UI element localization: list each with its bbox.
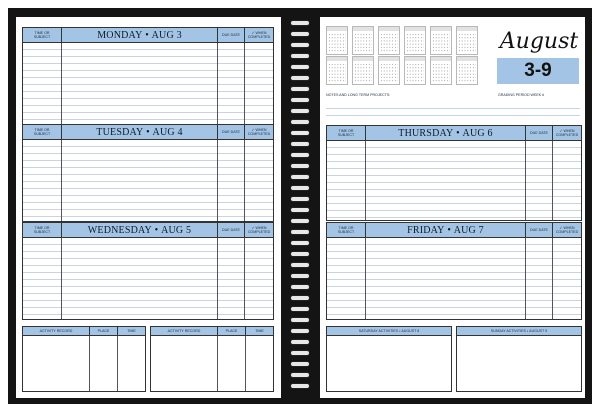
sunday-activities-header [457, 327, 581, 336]
mini-calendar-month [378, 56, 400, 85]
when-completed-header: ✓ WHEN COMPLETED [247, 226, 271, 234]
activity-record-box[interactable] [22, 326, 146, 392]
when-completed-header: ✓ WHEN COMPLETED [247, 31, 271, 39]
day-header [23, 28, 273, 43]
spiral-coil [290, 108, 310, 114]
saturday-activities-box[interactable] [326, 326, 452, 392]
spiral-coil [290, 119, 310, 125]
spiral-coil [290, 273, 310, 279]
time-label: TIME [255, 329, 264, 333]
day-header [327, 223, 581, 238]
column-divider [61, 238, 62, 319]
column-divider [217, 238, 218, 319]
column-divider [117, 336, 118, 391]
spiral-coil [290, 372, 310, 378]
spiral-coil [290, 163, 310, 169]
spiral-coil [290, 42, 310, 48]
spiral-coil [290, 229, 310, 235]
activity-record-box[interactable] [150, 326, 274, 392]
place-label: PLACE [218, 327, 246, 335]
day-title: TUESDAY • AUG 4 [62, 125, 218, 139]
mini-calendar-month [378, 26, 400, 55]
spiral-coil [290, 383, 310, 389]
mini-calendar-month [456, 56, 478, 85]
mini-calendar-month [456, 26, 478, 55]
column-divider [525, 141, 526, 220]
column-divider [244, 140, 245, 221]
column-divider [365, 238, 366, 319]
activity-record-header [23, 327, 145, 336]
column-divider [525, 238, 526, 319]
day-block-monday[interactable] [22, 27, 274, 125]
mini-calendar-month [352, 56, 374, 85]
spiral-coil [290, 262, 310, 268]
day-header [23, 125, 273, 140]
mini-calendar-month [430, 56, 452, 85]
spiral-coil [290, 174, 310, 180]
when-completed-header: ✓ WHEN COMPLETED [247, 128, 271, 136]
spiral-coil [290, 64, 310, 70]
place-label: PLACE [90, 327, 118, 335]
when-completed-header: ✓ WHEN COMPLETED [555, 129, 579, 137]
due-date-header: DUE DATE [526, 126, 553, 140]
day-title: MONDAY • AUG 3 [62, 28, 218, 42]
day-title: THURSDAY • AUG 6 [366, 126, 526, 140]
column-divider [217, 43, 218, 124]
mini-calendar-month [404, 26, 426, 55]
column-divider [217, 336, 218, 391]
spiral-coil [290, 97, 310, 103]
spiral-coil [290, 328, 310, 334]
time-subject-header: TIME OR SUBJECT [327, 126, 366, 140]
activity-record-label: ACTIVITY RECORD [23, 327, 90, 335]
day-block-wednesday[interactable] [22, 222, 274, 320]
due-date-header: DUE DATE [526, 223, 553, 237]
mini-calendar-month [430, 26, 452, 55]
spiral-coil [290, 141, 310, 147]
day-title: FRIDAY • AUG 7 [366, 223, 526, 237]
sunday-activities-label: SUNDAY ACTIVITIES • AUGUST 9 [490, 329, 548, 333]
spiral-coil [290, 86, 310, 92]
spiral-coil [290, 75, 310, 81]
column-divider [552, 141, 553, 220]
spiral-coil [290, 218, 310, 224]
week-range: 3-9 [497, 58, 579, 84]
due-date-header: DUE DATE [218, 28, 245, 42]
column-divider [244, 43, 245, 124]
column-divider [61, 43, 62, 124]
column-divider [89, 336, 90, 391]
spiral-coil [290, 284, 310, 290]
time-subject-header: TIME OR SUBJECT [23, 223, 62, 237]
saturday-activities-label: SATURDAY ACTIVITIES • AUGUST 8 [358, 329, 420, 333]
when-completed-header: ✓ WHEN COMPLETED [555, 226, 579, 234]
column-divider [552, 238, 553, 319]
sunday-activities-box[interactable] [456, 326, 582, 392]
notes-label: NOTES AND LONG TERM PROJECTS: [326, 93, 391, 97]
mini-calendar-grid [326, 26, 494, 84]
spiral-coil [290, 251, 310, 257]
spiral-coil [290, 361, 310, 367]
day-block-tuesday[interactable] [22, 124, 274, 222]
spiral-coil [290, 185, 310, 191]
saturday-activities-header [327, 327, 451, 336]
column-divider [61, 140, 62, 221]
time-subject-header: TIME OR SUBJECT [23, 125, 62, 139]
spiral-coil [290, 196, 310, 202]
mini-calendar-month [326, 56, 348, 85]
time-subject-header: TIME OR SUBJECT [23, 28, 62, 42]
due-date-header: DUE DATE [218, 223, 245, 237]
day-header [327, 126, 581, 141]
day-title: WEDNESDAY • AUG 5 [62, 223, 218, 237]
month-title: August [499, 29, 579, 54]
day-header [23, 223, 273, 238]
spiral-coil [290, 53, 310, 59]
time-label: TIME [127, 329, 136, 333]
column-divider [217, 140, 218, 221]
spiral-coil [290, 317, 310, 323]
spiral-coil [290, 240, 310, 246]
activity-record-label: ACTIVITY RECORD [151, 327, 218, 335]
column-divider [244, 238, 245, 319]
due-date-header: DUE DATE [218, 125, 245, 139]
spiral-coil [290, 130, 310, 136]
notes-writing-lines[interactable] [326, 102, 580, 116]
spiral-coil [290, 207, 310, 213]
activity-record-header [151, 327, 273, 336]
time-subject-header: TIME OR SUBJECT [327, 223, 366, 237]
mini-calendar-month [352, 26, 374, 55]
day-block-thursday[interactable] [326, 125, 582, 221]
spiral-coil [290, 350, 310, 356]
spiral-coil [290, 295, 310, 301]
column-divider [365, 141, 366, 220]
spiral-coil [290, 20, 310, 26]
spiral-coil [290, 339, 310, 345]
spiral-coil [290, 31, 310, 37]
spiral-coil [290, 152, 310, 158]
mini-calendar-month [326, 26, 348, 55]
mini-calendar-month [404, 56, 426, 85]
spiral-coil [290, 306, 310, 312]
grading-period-label: GRADING PERIOD WEEK # [498, 93, 545, 97]
day-block-friday[interactable] [326, 222, 582, 320]
column-divider [245, 336, 246, 391]
